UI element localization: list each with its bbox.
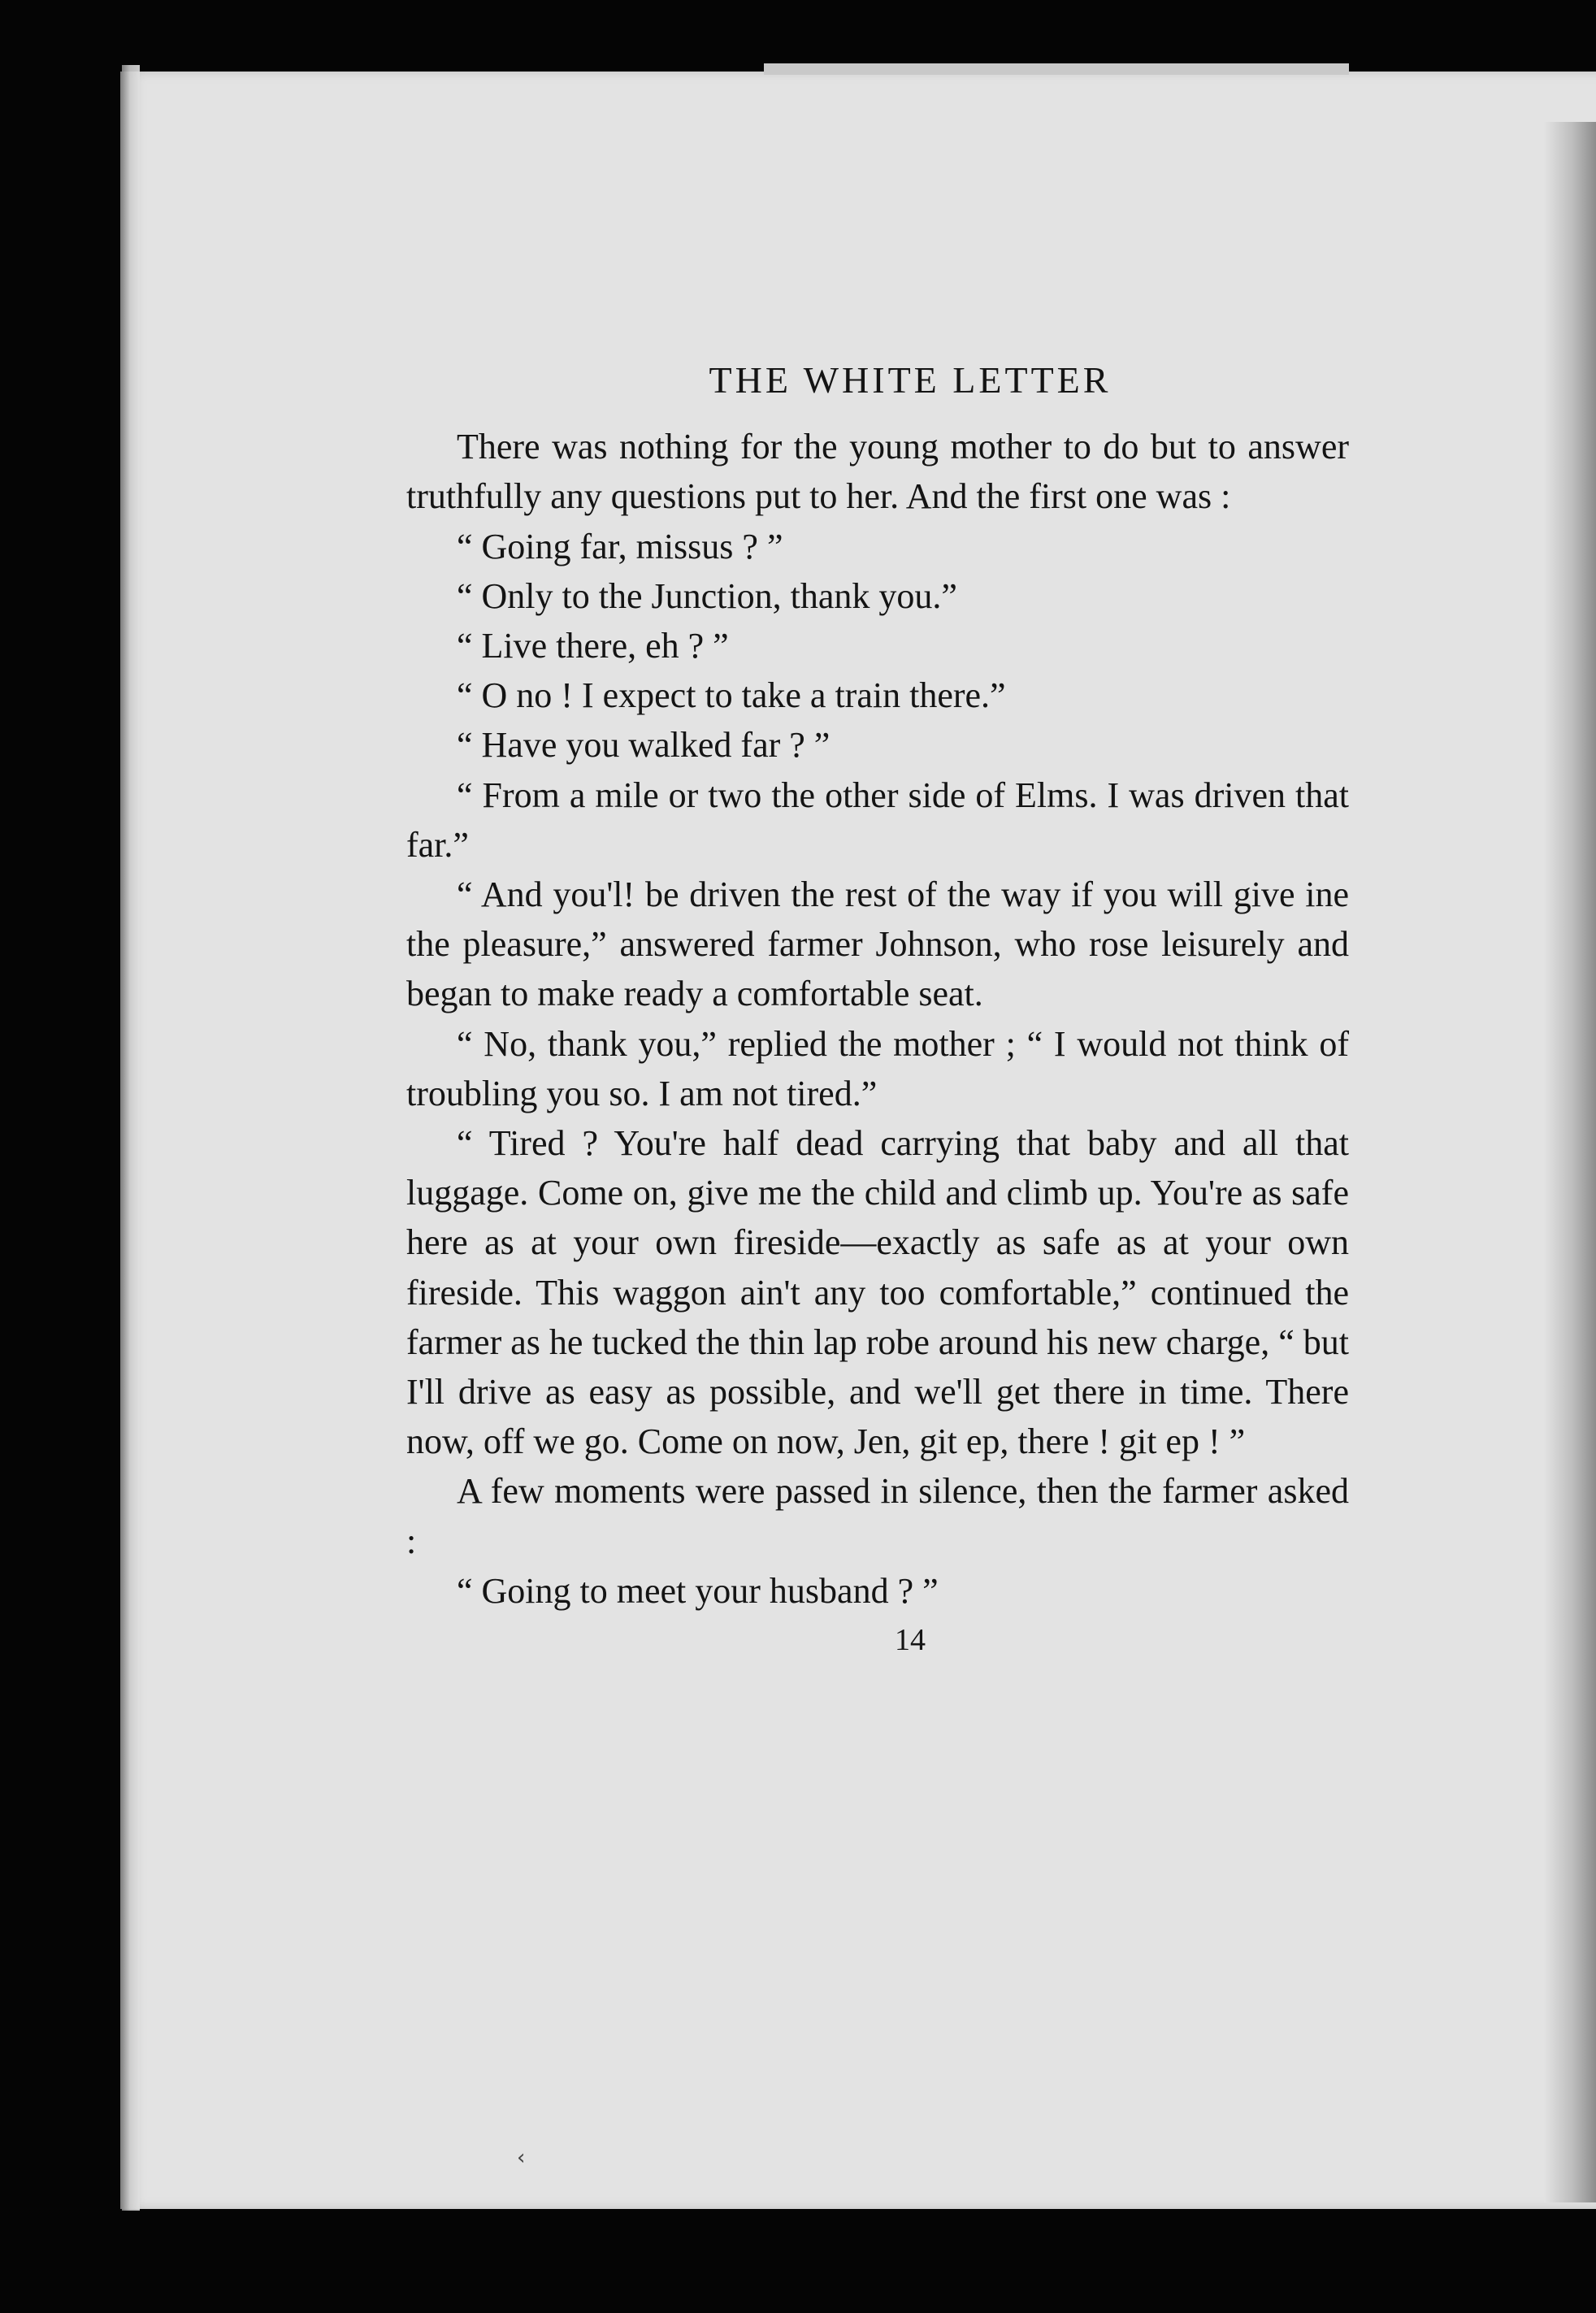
scan-speck: ‹: [517, 2146, 526, 2170]
page-text-block: [406, 358, 1349, 1660]
running-head: THE WHITE LETTER: [709, 359, 1112, 401]
dialogue-line: “ Live there, eh ? ”: [457, 626, 729, 666]
dialogue-line: “ Have you walked far ? ”: [457, 725, 831, 766]
dialogue-line: “ And you'l! be driven the rest of the way if you will give ine the pleasure,” answered farmer Johnson, who rose leisurely and began to make ready a comfortable seat.: [406, 874, 1349, 1014]
dialogue-line: “ No, thank you,” replied the mother ; “ I would not think of troubling you so. I am not tired.”: [406, 1023, 1349, 1113]
dialogue-line: “ From a mile or two the other side of Elms. I was driven that far.”: [406, 775, 1349, 865]
page-top-edge: [764, 63, 1349, 75]
paragraph: There was nothing for the young mother to do but to answer truthfully any questions put to her. And the first one was :: [406, 427, 1349, 517]
dialogue-line: “ Only to the Junction, thank you.”: [457, 575, 957, 616]
dialogue-line: “ Tired ? You're half dead carrying that baby and all that luggage. Come on, give me the child and climb up. You're as safe here as at your own fireside—exactly as safe as at your own fireside. This waggon ain't any too comfortable,” continued the farmer as he tucked the thin lap robe around his new charge, “ but I'll drive as easy as possible, and we'll get there in time. There now, off we go. Come on now, Jen, git ep, there ! git ep ! ”: [406, 1123, 1349, 1462]
dialogue-line: “ Going to meet your husband ? ”: [457, 1570, 939, 1611]
page-number: 14: [895, 1623, 926, 1658]
dialogue-line: “ Going far, missus ? ”: [457, 526, 783, 566]
paragraph: A few moments were passed in silence, then the farmer asked :: [406, 1471, 1349, 1561]
page-fore-edge: [1544, 122, 1596, 2202]
page-gutter-edge: [122, 65, 140, 2211]
dialogue-line: “ O no ! I expect to take a train there.”: [457, 675, 1006, 716]
